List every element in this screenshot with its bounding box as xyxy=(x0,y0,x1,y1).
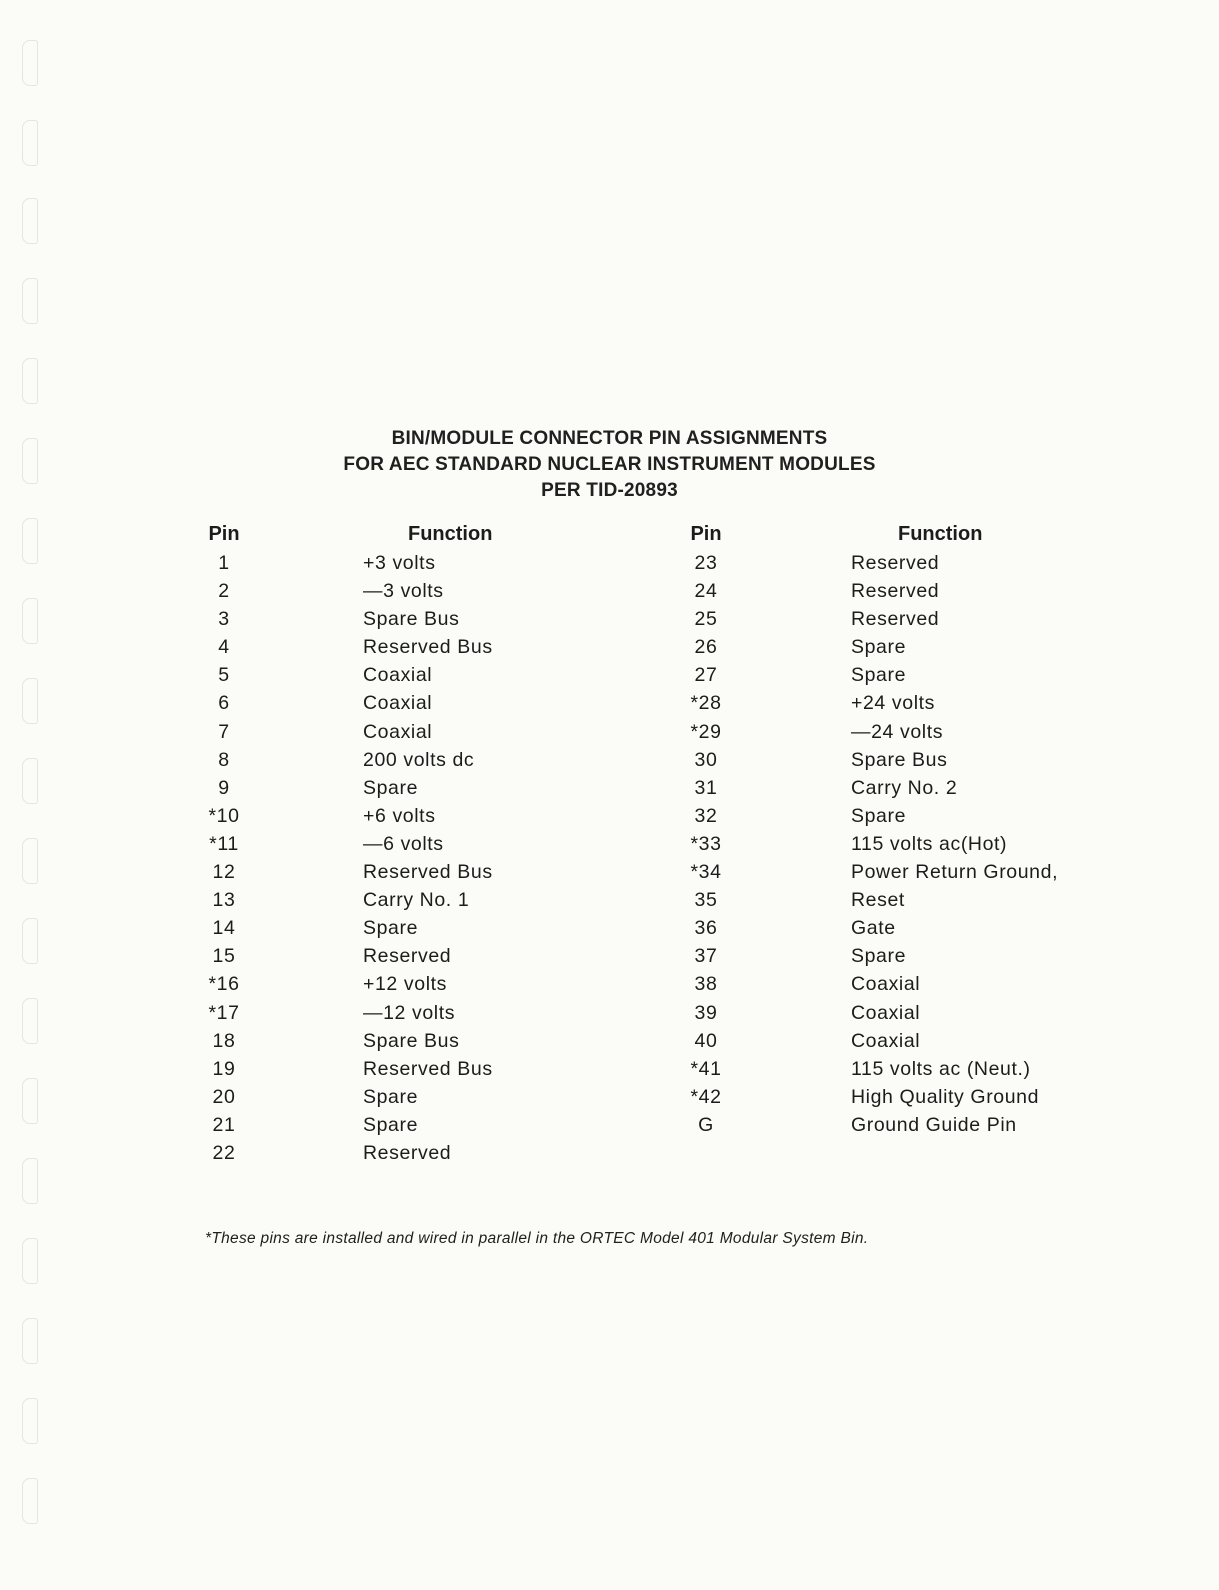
pin-function: Reserved xyxy=(851,608,940,631)
binding-mark xyxy=(22,278,38,324)
pin-number: 5 xyxy=(218,664,230,687)
binding-mark xyxy=(22,758,38,804)
pin-function: Spare xyxy=(851,945,907,968)
pin-function: Carry No. 2 xyxy=(851,776,958,799)
pin-number: 30 xyxy=(694,748,718,771)
pin-number: 21 xyxy=(212,1113,236,1136)
pin-number: 9 xyxy=(218,776,230,799)
binding-mark xyxy=(22,1078,38,1124)
pin-function: +6 volts xyxy=(363,804,436,827)
pin-function: —24 volts xyxy=(851,720,944,743)
pin-number: 23 xyxy=(694,552,718,574)
pin-number: 39 xyxy=(694,1001,718,1024)
binding-mark xyxy=(22,1398,38,1444)
page-title xyxy=(0,426,1219,504)
pin-number: 35 xyxy=(694,889,718,912)
header-function-left: Function xyxy=(408,523,493,545)
pin-function: —12 volts xyxy=(363,1001,456,1024)
pin-function: Spare Bus xyxy=(363,608,460,631)
pin-function: +24 volts xyxy=(851,692,935,715)
pin-number: 20 xyxy=(212,1085,236,1108)
pin-function: Ground Guide Pin xyxy=(851,1113,1017,1136)
pin-function: —6 volts xyxy=(363,832,444,855)
pin-number: 31 xyxy=(694,776,718,799)
pin-function: Reserved Bus xyxy=(363,636,493,659)
pin-function: Coaxial xyxy=(851,1001,921,1024)
footnote: *These pins are installed and wired in parallel in the ORTEC Model 401 Modular System Bin. xyxy=(205,1230,869,1247)
pin-number: 6 xyxy=(218,692,230,715)
left-pin-column xyxy=(194,549,254,1167)
pin-number: 1 xyxy=(218,552,230,574)
pin-function: Reserved xyxy=(363,1141,452,1164)
title-line-3: PER TID-20893 xyxy=(541,480,678,501)
pin-number: 7 xyxy=(218,720,230,743)
pin-number: 26 xyxy=(694,636,718,659)
pin-number: *41 xyxy=(690,1057,722,1080)
binding-mark xyxy=(22,918,38,964)
pin-number: 25 xyxy=(694,608,718,631)
pin-function: Spare xyxy=(363,917,419,940)
pin-function: Reserved xyxy=(851,552,940,574)
binding-mark xyxy=(22,998,38,1044)
right-function-column xyxy=(851,549,1181,1139)
pin-number: 32 xyxy=(694,804,718,827)
pin-function: Reserved xyxy=(851,580,940,603)
pin-number: 40 xyxy=(694,1029,718,1052)
pin-number: 37 xyxy=(694,945,718,968)
pin-function: Spare xyxy=(363,1113,419,1136)
pin-function: Coaxial xyxy=(851,1029,921,1052)
pin-function: Spare Bus xyxy=(363,1029,460,1052)
binding-mark xyxy=(22,40,38,86)
pin-number: 12 xyxy=(212,861,236,884)
pin-function: 115 volts ac (Neut.) xyxy=(851,1057,1031,1080)
pin-function: —3 volts xyxy=(363,580,444,603)
pin-number: 24 xyxy=(694,580,718,603)
pin-number: 19 xyxy=(212,1057,236,1080)
binding-mark xyxy=(22,598,38,644)
pin-function: Reset xyxy=(851,889,905,912)
binding-mark xyxy=(22,1318,38,1364)
pin-number: *17 xyxy=(208,1001,240,1024)
pin-number: 8 xyxy=(218,748,230,771)
pin-number: *16 xyxy=(208,973,240,996)
pin-function: Coaxial xyxy=(363,664,433,687)
pin-function: Gate xyxy=(851,917,896,940)
binding-mark xyxy=(22,518,38,564)
pin-number: G xyxy=(698,1113,714,1136)
pin-number: 4 xyxy=(218,636,230,659)
pin-function: 200 volts dc xyxy=(363,748,475,771)
binding-mark xyxy=(22,678,38,724)
binding-mark xyxy=(22,198,38,244)
pin-function: Spare xyxy=(851,664,907,687)
pin-number: 14 xyxy=(212,917,236,940)
pin-function: Spare xyxy=(851,804,907,827)
pin-number: *11 xyxy=(209,832,239,855)
pin-function: +3 volts xyxy=(363,552,436,574)
pin-number: 2 xyxy=(218,580,230,603)
left-function-column xyxy=(363,549,643,1167)
header-pin-right: Pin xyxy=(690,523,722,545)
pin-function: Spare xyxy=(363,1085,419,1108)
pin-number: 22 xyxy=(212,1141,236,1164)
pin-number: 18 xyxy=(212,1029,236,1052)
pin-function: Reserved Bus xyxy=(363,1057,493,1080)
pin-number: 15 xyxy=(212,945,236,968)
pin-number: 38 xyxy=(694,973,718,996)
pin-function: Spare xyxy=(363,776,419,799)
pin-number: *33 xyxy=(690,832,722,855)
pin-number: *28 xyxy=(690,692,722,715)
binding-mark xyxy=(22,1158,38,1204)
pin-number: 13 xyxy=(212,889,236,912)
pin-function: Coaxial xyxy=(851,973,921,996)
pin-function: Power Return Ground, xyxy=(851,861,1059,884)
pin-function: Spare xyxy=(851,636,907,659)
pin-number: 27 xyxy=(694,664,718,687)
pin-function: Coaxial xyxy=(363,692,433,715)
pin-number: 3 xyxy=(218,608,230,631)
binding-mark xyxy=(22,358,38,404)
binding-mark xyxy=(22,120,38,166)
pin-function: 115 volts ac(Hot) xyxy=(851,832,1008,855)
pin-function: Coaxial xyxy=(363,720,433,743)
pin-function: Reserved Bus xyxy=(363,861,493,884)
pin-function: Carry No. 1 xyxy=(363,889,470,912)
binding-mark xyxy=(22,838,38,884)
pin-function: Spare Bus xyxy=(851,748,948,771)
header-function-right: Function xyxy=(898,523,983,545)
pin-function: High Quality Ground xyxy=(851,1085,1040,1108)
pin-number: 36 xyxy=(694,917,718,940)
binding-mark xyxy=(22,1478,38,1524)
title-line-2: FOR AEC STANDARD NUCLEAR INSTRUMENT MODULES xyxy=(343,454,876,475)
pin-function: +12 volts xyxy=(363,973,447,996)
pin-number: *10 xyxy=(208,804,240,827)
pin-function: Reserved xyxy=(363,945,452,968)
pin-number: *42 xyxy=(690,1085,722,1108)
pin-number: *34 xyxy=(690,861,722,884)
title-line-1: BIN/MODULE CONNECTOR PIN ASSIGNMENTS xyxy=(391,428,828,449)
header-pin-left: Pin xyxy=(208,523,240,545)
right-pin-column xyxy=(676,549,736,1139)
pin-number: *29 xyxy=(690,720,722,743)
binding-mark xyxy=(22,1238,38,1284)
